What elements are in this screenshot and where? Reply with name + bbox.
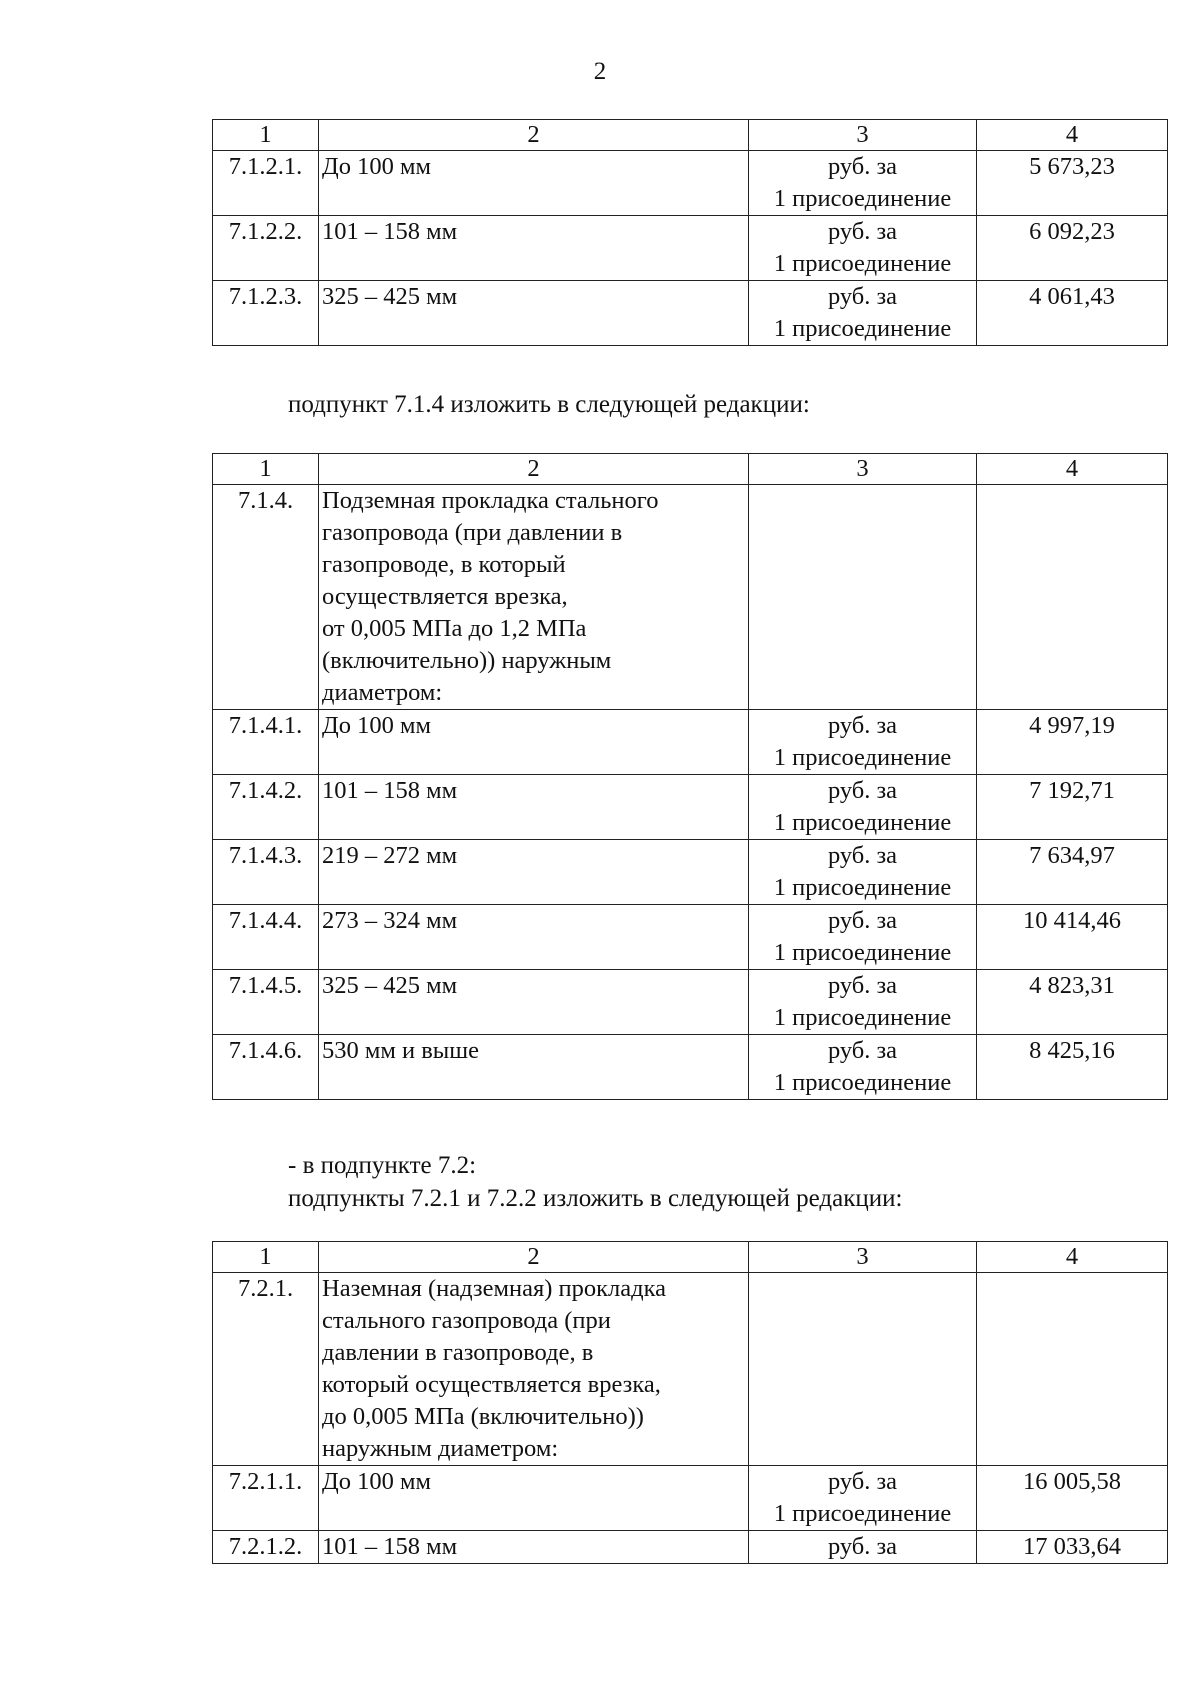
row-value: 4 061,43 xyxy=(977,281,1168,346)
row-value: 6 092,23 xyxy=(977,216,1168,281)
header-cell-1: 1 xyxy=(213,1242,319,1273)
row-unit: руб. за 1 присоединение xyxy=(749,216,977,281)
header-cell-4: 4 xyxy=(977,120,1168,151)
row-value: 10 414,46 xyxy=(977,905,1168,970)
paragraph-7-2-heading: - в подпункте 7.2: xyxy=(288,1152,477,1179)
row-description: До 100 мм xyxy=(319,1466,749,1531)
row-unit: руб. за 1 присоединение xyxy=(749,281,977,346)
row-value: 4 997,19 xyxy=(977,710,1168,775)
header-cell-3: 3 xyxy=(749,454,977,485)
row-value: 7 192,71 xyxy=(977,775,1168,840)
row-unit: руб. за 1 присоединение xyxy=(749,970,977,1035)
table-header-row xyxy=(213,120,1168,151)
row-description: 325 – 425 мм xyxy=(319,281,749,346)
row-number: 7.1.4.2. xyxy=(213,775,319,840)
paragraph-7-1-4-instruction: подпункт 7.1.4 изложить в следующей редакции: xyxy=(288,391,810,418)
empty-cell xyxy=(749,1273,977,1466)
row-value: 16 005,58 xyxy=(977,1466,1168,1531)
row-description: 273 – 324 мм xyxy=(319,905,749,970)
row-description: 101 – 158 мм xyxy=(319,775,749,840)
header-cell-1: 1 xyxy=(213,120,319,151)
row-unit: руб. за 1 присоединение xyxy=(749,840,977,905)
row-description: До 100 мм xyxy=(319,710,749,775)
tariff-table-7-2-1 xyxy=(212,1241,1168,1564)
row-number: 7.2.1.2. xyxy=(213,1531,319,1564)
table-row xyxy=(213,710,1168,775)
row-unit: руб. за 1 присоединение xyxy=(749,775,977,840)
header-cell-2: 2 xyxy=(319,454,749,485)
row-value: 8 425,16 xyxy=(977,1035,1168,1100)
header-cell-4: 4 xyxy=(977,1242,1168,1273)
table-row xyxy=(213,840,1168,905)
header-cell-1: 1 xyxy=(213,454,319,485)
paragraph-7-2-instruction: подпункты 7.2.1 и 7.2.2 изложить в следующей редакции: xyxy=(288,1185,903,1212)
section-number: 7.2.1. xyxy=(213,1273,319,1466)
table-section-row xyxy=(213,485,1168,710)
row-description: 219 – 272 мм xyxy=(319,840,749,905)
row-description: До 100 мм xyxy=(319,151,749,216)
header-cell-4: 4 xyxy=(977,454,1168,485)
section-description: Наземная (надземная) прокладка стального газопровода (при давлении в газопроводе, в который осуществляется врезка, до 0,005 МПа (включительно)) наружным диаметром: xyxy=(319,1273,749,1466)
table-row xyxy=(213,1531,1168,1564)
row-value: 5 673,23 xyxy=(977,151,1168,216)
table-row xyxy=(213,1035,1168,1100)
row-number: 7.1.4.6. xyxy=(213,1035,319,1100)
row-number: 7.1.4.3. xyxy=(213,840,319,905)
row-number: 7.1.2.2. xyxy=(213,216,319,281)
row-unit: руб. за 1 присоединение xyxy=(749,1466,977,1531)
tariff-table-7-1-4 xyxy=(212,453,1168,1100)
header-cell-2: 2 xyxy=(319,120,749,151)
row-description: 325 – 425 мм xyxy=(319,970,749,1035)
table-row xyxy=(213,970,1168,1035)
table-row xyxy=(213,216,1168,281)
row-unit: руб. за 1 присоединение xyxy=(749,710,977,775)
table-row xyxy=(213,281,1168,346)
table-row xyxy=(213,151,1168,216)
row-description: 101 – 158 мм xyxy=(319,1531,749,1564)
row-description: 101 – 158 мм xyxy=(319,216,749,281)
page-number: 2 xyxy=(593,58,607,85)
row-value: 17 033,64 xyxy=(977,1531,1168,1564)
row-unit: руб. за 1 присоединение xyxy=(749,905,977,970)
row-unit: руб. за 1 присоединение xyxy=(749,1035,977,1100)
row-number: 7.2.1.1. xyxy=(213,1466,319,1531)
empty-cell xyxy=(977,1273,1168,1466)
row-number: 7.1.4.1. xyxy=(213,710,319,775)
row-value: 7 634,97 xyxy=(977,840,1168,905)
header-cell-2: 2 xyxy=(319,1242,749,1273)
header-cell-3: 3 xyxy=(749,120,977,151)
row-number: 7.1.2.3. xyxy=(213,281,319,346)
table-header-row xyxy=(213,454,1168,485)
table-section-row xyxy=(213,1273,1168,1466)
tariff-table-7-1-2 xyxy=(212,119,1168,346)
header-cell-3: 3 xyxy=(749,1242,977,1273)
row-value: 4 823,31 xyxy=(977,970,1168,1035)
row-number: 7.1.4.5. xyxy=(213,970,319,1035)
table-row xyxy=(213,1466,1168,1531)
section-number: 7.1.4. xyxy=(213,485,319,710)
empty-cell xyxy=(749,485,977,710)
row-description: 530 мм и выше xyxy=(319,1035,749,1100)
empty-cell xyxy=(977,485,1168,710)
row-unit: руб. за 1 присоединение xyxy=(749,151,977,216)
table-row xyxy=(213,775,1168,840)
table-header-row xyxy=(213,1242,1168,1273)
section-description: Подземная прокладка стального газопровода (при давлении в газопроводе, в который осуществляется врезка, от 0,005 МПа до 1,2 МПа (включительно)) наружным диаметром: xyxy=(319,485,749,710)
row-number: 7.1.4.4. xyxy=(213,905,319,970)
row-unit: руб. за xyxy=(749,1531,977,1564)
table-row xyxy=(213,905,1168,970)
row-number: 7.1.2.1. xyxy=(213,151,319,216)
